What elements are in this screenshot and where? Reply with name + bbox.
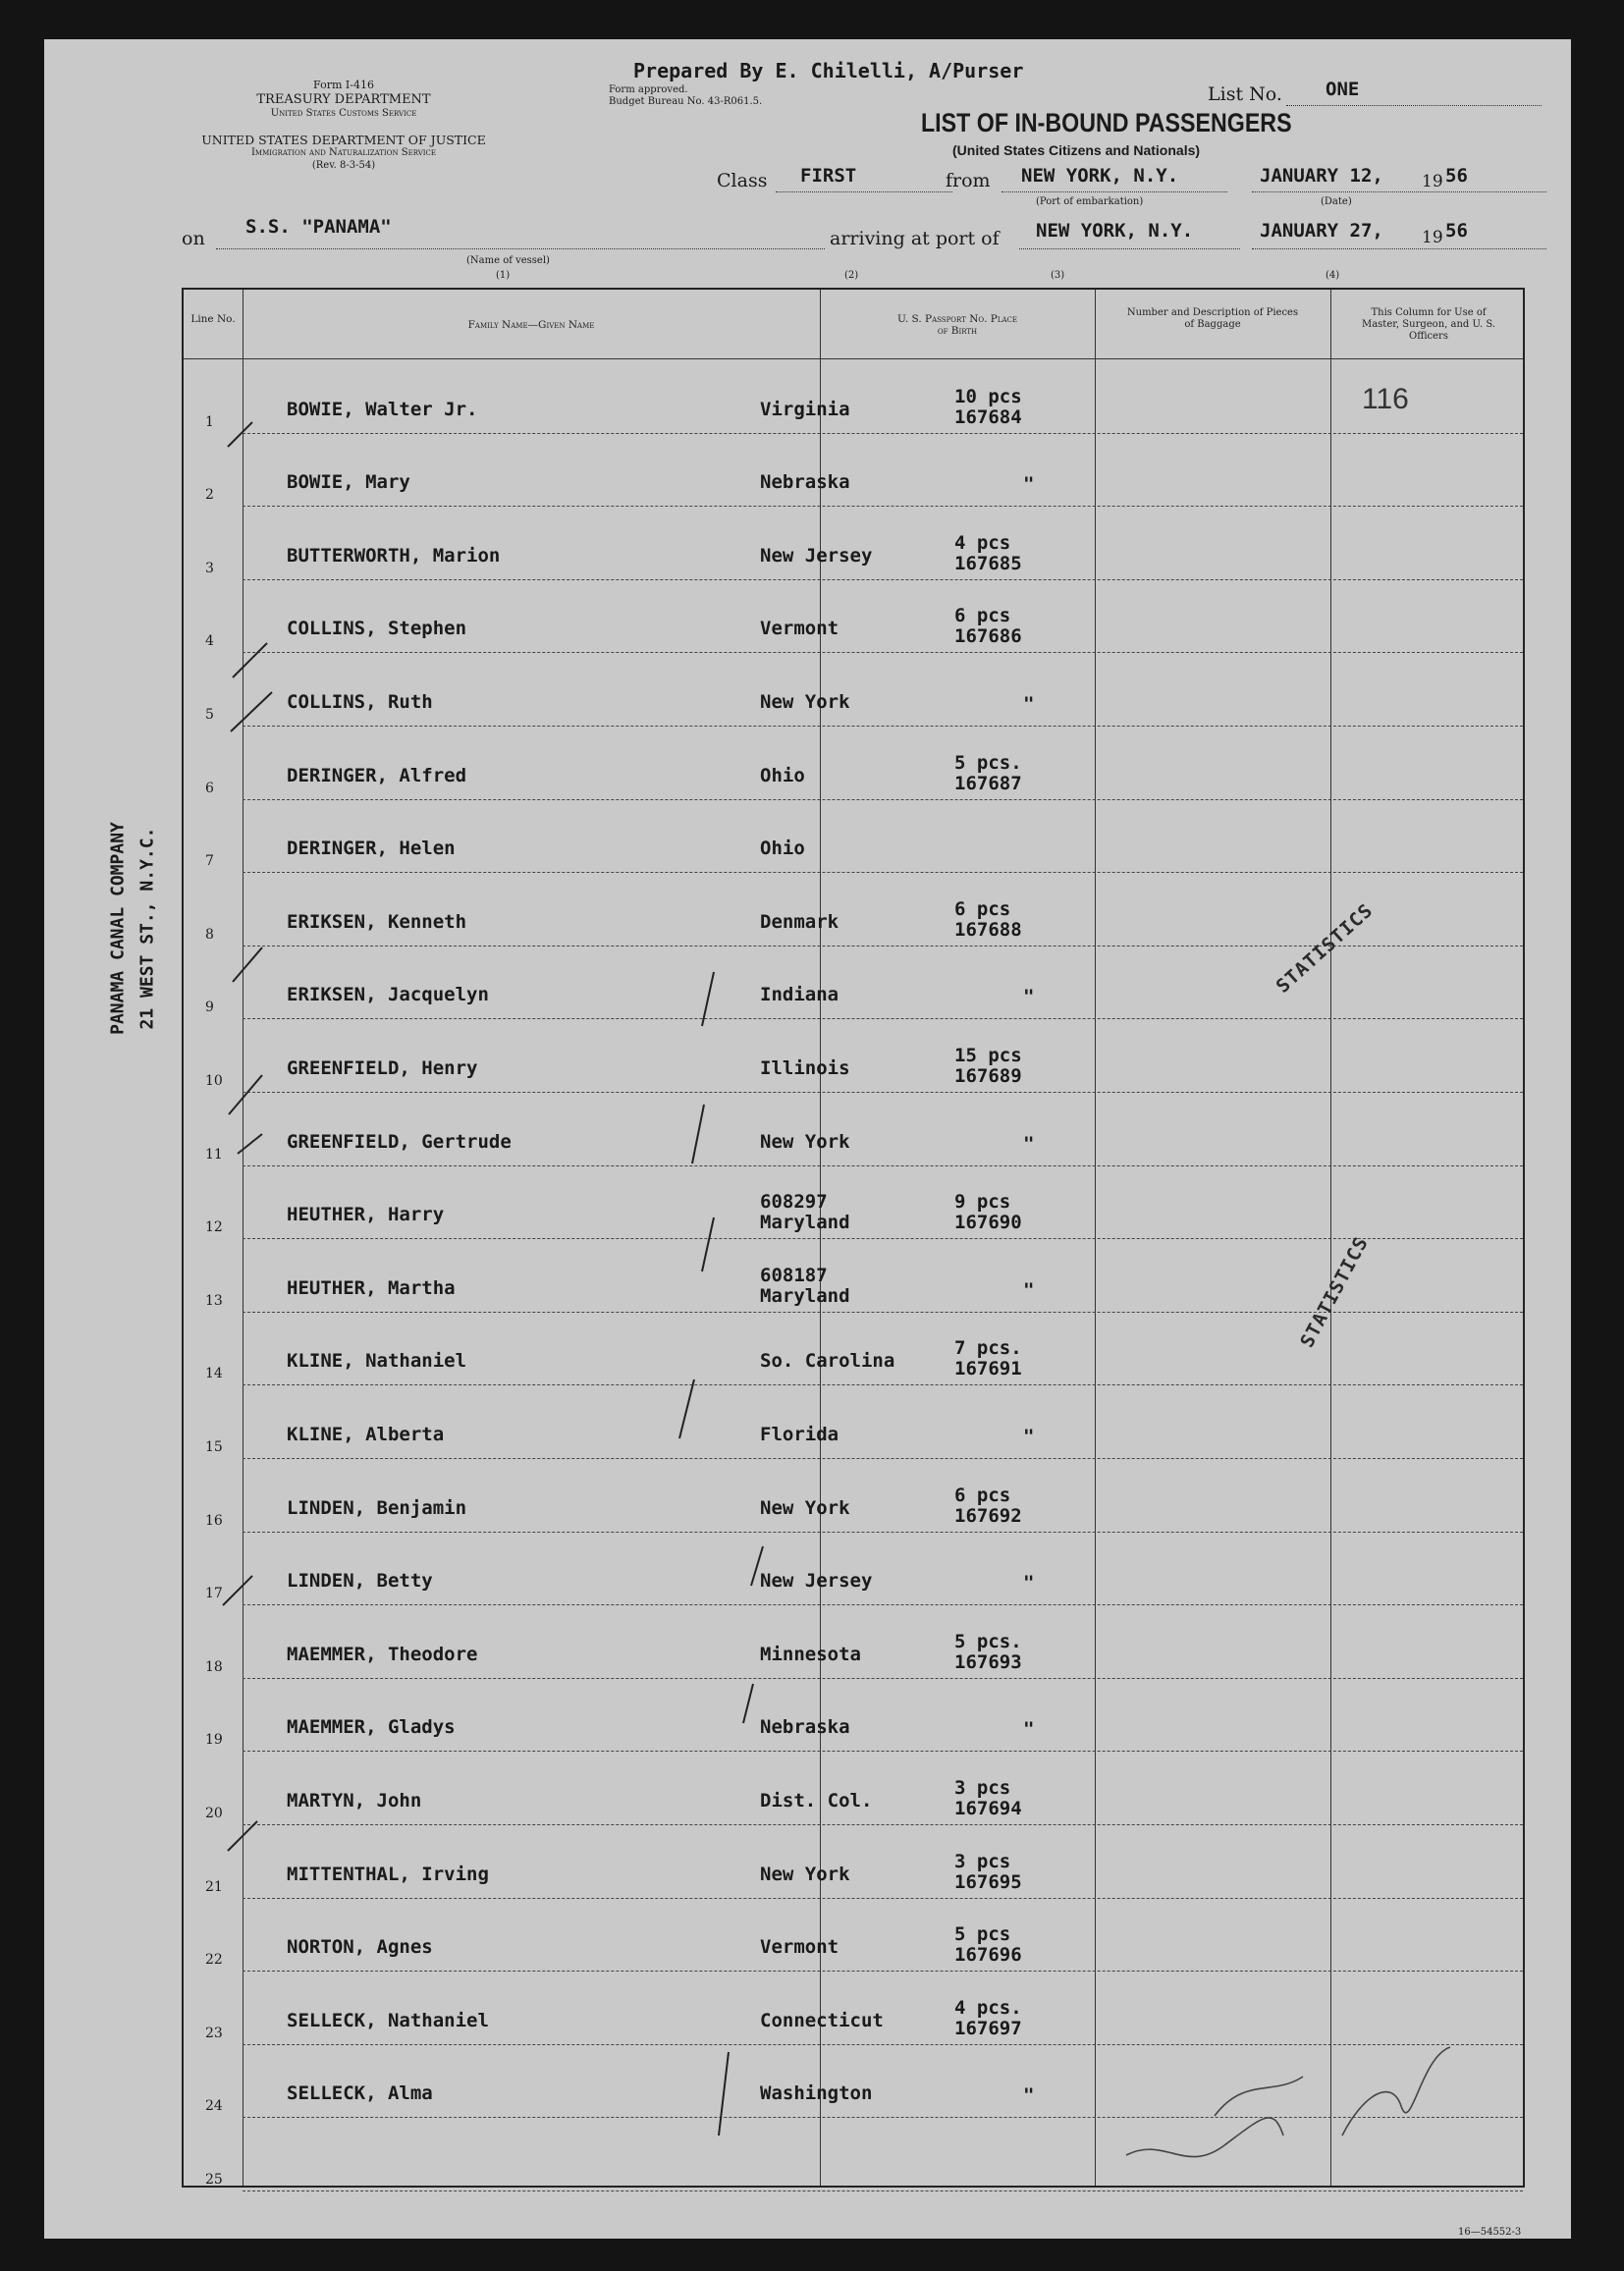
birthplace: Connecticut	[760, 2009, 884, 2031]
header-officers: This Column for Use of Master, Surgeon, and U. S. Officers	[1361, 307, 1496, 342]
passenger-name: KLINE, Nathaniel	[287, 1350, 467, 1373]
line-number: 18	[205, 1658, 223, 1675]
baggage-pieces: 9 pcs	[954, 1191, 1011, 1214]
line-number: 21	[205, 1878, 223, 1895]
form-number: Form I-416	[313, 79, 374, 91]
passenger-name: BOWIE, Mary	[287, 471, 410, 494]
passenger-name: GREENFIELD, Gertrude	[287, 1130, 512, 1153]
baggage-tag: 167697	[954, 2017, 1022, 2039]
header-line-no: Line No.	[190, 313, 236, 325]
passenger-name: MAEMMER, Theodore	[287, 1643, 478, 1665]
customs-service: United States Customs Service	[270, 108, 417, 119]
line-number: 3	[205, 560, 214, 576]
passenger-name: LINDEN, Betty	[287, 1570, 433, 1593]
embarkation-date: JANUARY 12,	[1260, 165, 1383, 187]
passenger-table	[182, 288, 1525, 2188]
row-divider	[243, 2190, 1523, 2191]
passenger-name: DERINGER, Alfred	[287, 764, 467, 786]
birthplace: New Jersey	[760, 544, 873, 567]
birthplace: Ohio	[760, 764, 805, 786]
birthplace: Ohio	[760, 838, 805, 860]
on-label: on	[182, 228, 205, 249]
vessel-caption: (Name of vessel)	[466, 255, 550, 266]
birthplace: New York	[760, 690, 850, 713]
passenger-name: KLINE, Alberta	[287, 1423, 445, 1445]
birthplace: Vermont	[760, 1936, 839, 1959]
line-number: 2	[205, 487, 214, 504]
birthplace: Denmark	[760, 910, 839, 933]
line-number: 10	[205, 1072, 223, 1089]
line-number: 1	[205, 413, 214, 430]
line-number: 4	[205, 633, 214, 650]
baggage-ditto: "	[1023, 986, 1035, 1008]
officer-note: 116	[1362, 382, 1409, 415]
birthplace: Illinois	[760, 1056, 850, 1079]
header-passport: U. S. Passport No. Place of Birth	[896, 313, 1018, 337]
passenger-name: BUTTERWORTH, Marion	[287, 544, 501, 567]
line-number: 15	[205, 1438, 223, 1455]
vessel-name: S.S. "PANAMA"	[245, 216, 392, 238]
birthplace: Maryland	[760, 1284, 850, 1307]
line-number: 19	[205, 1732, 223, 1749]
line-number: 13	[205, 1292, 223, 1309]
baggage-tag: 167695	[954, 1870, 1022, 1893]
date-caption: (Date)	[1321, 196, 1352, 207]
arrival-year-prefix: 19	[1422, 228, 1443, 247]
baggage-pieces: 6 pcs	[954, 897, 1011, 920]
passport-number: 608187	[760, 1264, 828, 1286]
line-number: 7	[205, 853, 214, 870]
ins: Immigration and Naturalization Service	[250, 147, 437, 158]
class-label: Class	[717, 170, 768, 191]
birthplace: New York	[760, 1863, 850, 1885]
baggage-tag: 167689	[954, 1064, 1022, 1087]
baggage-pieces: 6 pcs	[954, 605, 1011, 627]
passenger-name: SELLECK, Alma	[287, 2082, 433, 2105]
column-mark: (3)	[1051, 270, 1065, 281]
baggage-pieces: 3 pcs	[954, 1776, 1011, 1799]
header-name: Family Name—Given Name	[467, 319, 595, 331]
baggage-pieces: 4 pcs	[954, 531, 1011, 554]
birthplace: Nebraska	[760, 471, 850, 494]
header-baggage: Number and Description of Pieces of Baggage	[1126, 307, 1299, 330]
baggage-pieces: 5 pcs.	[954, 1630, 1022, 1652]
baggage-tag: 167692	[954, 1504, 1022, 1527]
baggage-tag: 167691	[954, 1358, 1022, 1380]
statistics-stamp: STATISTICS	[1296, 1232, 1374, 1352]
class-value: FIRST	[800, 165, 857, 187]
arrival-port: NEW YORK, N.Y.	[1036, 220, 1194, 242]
column-mark: (4)	[1326, 270, 1340, 281]
passenger-name: NORTON, Agnes	[287, 1936, 433, 1959]
birthplace: Florida	[760, 1423, 839, 1445]
baggage-pieces: 10 pcs	[954, 385, 1022, 407]
passenger-name: COLLINS, Ruth	[287, 690, 433, 713]
from-label: from	[946, 170, 991, 191]
passenger-name: COLLINS, Stephen	[287, 618, 467, 640]
passenger-name: LINDEN, Benjamin	[287, 1496, 467, 1519]
passenger-name: MAEMMER, Gladys	[287, 1716, 456, 1739]
baggage-pieces: 5 pcs	[954, 1923, 1011, 1946]
passport-number: 608297	[760, 1191, 828, 1214]
passenger-name: ERIKSEN, Kenneth	[287, 910, 467, 933]
passenger-name: MARTYN, John	[287, 1789, 422, 1811]
baggage-pieces: 7 pcs.	[954, 1337, 1022, 1360]
line-number: 16	[205, 1512, 223, 1529]
form-approved: Form approved.	[609, 84, 688, 95]
arrival-year: 56	[1445, 220, 1468, 242]
baggage-tag: 167696	[954, 1944, 1022, 1967]
baggage-ditto: "	[1023, 1572, 1035, 1595]
list-no-label: List No.	[1208, 83, 1282, 105]
birthplace: Washington	[760, 2082, 873, 2105]
baggage-ditto: "	[1023, 1718, 1035, 1741]
passenger-name: SELLECK, Nathaniel	[287, 2009, 489, 2031]
line-number: 14	[205, 1366, 223, 1382]
column-mark: (1)	[496, 270, 511, 281]
birthplace: New York	[760, 1496, 850, 1519]
line-number: 17	[205, 1586, 223, 1602]
embarkation-year: 56	[1445, 165, 1468, 187]
line-number: 20	[205, 1805, 223, 1821]
passenger-name: GREENFIELD, Henry	[287, 1056, 478, 1079]
footer-code: 16—54552-3	[1458, 2227, 1522, 2238]
list-no-value: ONE	[1326, 79, 1360, 100]
birthplace: Minnesota	[760, 1643, 861, 1665]
arriving-label: arriving at port of	[830, 228, 1000, 249]
embarkation-year-prefix: 19	[1422, 172, 1443, 191]
birthplace: New Jersey	[760, 1570, 873, 1593]
line-number: 25	[205, 2171, 223, 2188]
birthplace: So. Carolina	[760, 1350, 895, 1373]
embarkation-port: NEW YORK, N.Y.	[1021, 165, 1179, 187]
department-of-justice: UNITED STATES DEPARTMENT OF JUSTICE	[201, 133, 486, 147]
revision: (Rev. 8-3-54)	[311, 160, 376, 171]
baggage-pieces: 5 pcs.	[954, 751, 1022, 774]
budget-bureau: Budget Bureau No. 43-R061.5.	[609, 96, 763, 107]
prepared-by: Prepared By E. Chilelli, A/Purser	[633, 59, 1024, 82]
line-number: 23	[205, 2025, 223, 2041]
baggage-pieces: 3 pcs	[954, 1850, 1011, 1872]
passenger-name: HEUTHER, Martha	[287, 1276, 456, 1299]
arrival-date: JANUARY 27,	[1260, 220, 1383, 242]
baggage-pieces: 6 pcs	[954, 1484, 1011, 1506]
side-stamp-company: PANAMA CANAL COMPANY	[107, 822, 129, 1035]
birthplace: Maryland	[760, 1212, 850, 1234]
baggage-tag: 167685	[954, 552, 1022, 574]
column-mark: (2)	[844, 270, 859, 281]
baggage-tag: 167694	[954, 1797, 1022, 1819]
birthplace: Virginia	[760, 398, 850, 420]
baggage-tag: 167688	[954, 918, 1022, 941]
birthplace: Vermont	[760, 618, 839, 640]
baggage-ditto: "	[1023, 2084, 1035, 2107]
statistics-stamp: STATISTICS	[1272, 899, 1378, 998]
line-number: 11	[205, 1146, 223, 1163]
birthplace: New York	[760, 1130, 850, 1153]
line-number: 6	[205, 780, 214, 796]
baggage-ditto: "	[1023, 692, 1035, 715]
line-number: 24	[205, 2098, 223, 2115]
treasury-department: TREASURY DEPARTMENT	[256, 92, 431, 107]
birthplace: Nebraska	[760, 1716, 850, 1739]
birthplace: Dist. Col.	[760, 1789, 873, 1811]
baggage-tag: 167684	[954, 406, 1022, 428]
passenger-name: HEUTHER, Harry	[287, 1204, 445, 1226]
page-subtitle: (United States Citizens and Nationals)	[952, 142, 1201, 158]
passenger-name: DERINGER, Helen	[287, 838, 456, 860]
line-number: 9	[205, 1000, 214, 1016]
side-stamp-address: 21 WEST ST., N.Y.C.	[136, 827, 158, 1030]
baggage-ditto: "	[1023, 473, 1035, 496]
line-number: 8	[205, 926, 214, 943]
baggage-ditto: "	[1023, 1278, 1035, 1301]
passenger-name: MITTENTHAL, Irving	[287, 1863, 489, 1885]
baggage-tag: 167687	[954, 772, 1022, 794]
handwritten-marks	[184, 290, 1527, 2190]
baggage-ditto: "	[1023, 1132, 1035, 1155]
passenger-name: ERIKSEN, Jacquelyn	[287, 984, 489, 1006]
passenger-name: BOWIE, Walter Jr.	[287, 398, 478, 420]
baggage-tag: 167693	[954, 1650, 1022, 1673]
manifest-page	[44, 39, 1571, 2239]
line-number: 12	[205, 1219, 223, 1236]
line-number: 22	[205, 1952, 223, 1969]
port-embarkation-caption: (Port of embarkation)	[1036, 196, 1144, 207]
baggage-pieces: 4 pcs.	[954, 1996, 1022, 2019]
line-number: 5	[205, 706, 214, 723]
baggage-tag: 167690	[954, 1212, 1022, 1234]
baggage-pieces: 15 pcs	[954, 1044, 1022, 1066]
birthplace: Indiana	[760, 984, 839, 1006]
baggage-ditto: "	[1023, 1425, 1035, 1447]
page-title: LIST OF IN-BOUND PASSENGERS	[921, 108, 1292, 137]
baggage-tag: 167686	[954, 625, 1022, 648]
